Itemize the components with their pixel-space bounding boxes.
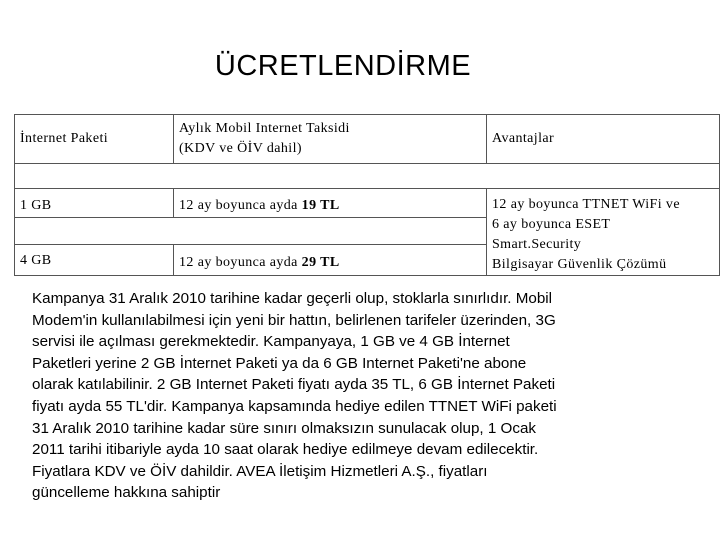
paragraph-line: Modem'in kullanılabilmesi için yeni bir hattın, belirlenen tarifeler üzerinden, 3G (32, 311, 556, 329)
advantage-line: Smart.Security (492, 237, 582, 252)
paragraph-line: güncelleme hakkına sahiptir (32, 484, 221, 502)
paragraph-line: servisi ile açılması gerekmektedir. Kampanyaya, 1 GB ve 4 GB İnternet (32, 333, 510, 351)
row-1gb-price-value: 19 TL (301, 198, 340, 213)
pricing-table (14, 114, 720, 276)
page-title: ÜCRETLENDİRME (214, 50, 472, 82)
row-4gb-price-prefix: 12 ay boyunca ayda (179, 255, 302, 270)
row-4gb-price-value: 29 TL (301, 255, 340, 270)
paragraph-line: fiyatı ayda 55 TL'dir. Kampanya kapsamında hediye edilen TTNET WiFi paketi (32, 397, 557, 415)
advantages-cell (486, 188, 720, 276)
header-installment (173, 114, 487, 164)
advantage-line: Bilgisayar Güvenlik Çözümü (492, 257, 667, 272)
row-1gb-price (173, 188, 487, 218)
header-installment-line2: (KDV ve ÖİV dahil) (179, 141, 302, 156)
advantage-line: 12 ay boyunca TTNET WiFi ve (492, 197, 680, 212)
paragraph-line: 31 Aralık 2010 tarihine kadar süre sınırı olmaksızın sunulacak olup, 1 Ocak (32, 419, 536, 437)
spacer-row (14, 163, 720, 189)
spacer-row-2 (14, 217, 487, 245)
advantage-line: 6 ay boyunca ESET (492, 217, 611, 232)
header-installment-line1: Aylık Mobil Internet Taksidi (179, 121, 350, 136)
row-1gb-package (14, 188, 174, 218)
row-4gb-package-text: 4 GB (20, 253, 52, 268)
row-1gb-package-text: 1 GB (20, 198, 52, 213)
row-4gb-package (14, 244, 174, 276)
paragraph-line: Fiyatlara KDV ve ÖİV dahildir. AVEA İletişim Hizmetleri A.Ş., fiyatları (32, 462, 488, 480)
header-package-label: İnternet Paketi (20, 131, 109, 146)
paragraph-line: Paketleri yerine 2 GB İnternet Paketi ya da 6 GB Internet Paketi'ne abone (32, 354, 527, 372)
paragraph-line: olarak katılabilinir. 2 GB Internet Paketi fiyatı ayda 35 TL, 6 GB İnternet Paketi (32, 376, 556, 394)
paragraph-line: 2011 tarihi itibariyle ayda 10 saat olarak hediye edilmeye devam edilecektir. (32, 441, 539, 459)
header-advantages-label: Avantajlar (492, 131, 555, 146)
header-advantages (486, 114, 720, 164)
campaign-terms-paragraph (32, 288, 692, 504)
row-4gb-price (173, 244, 487, 276)
header-package (14, 114, 174, 164)
paragraph-line: Kampanya 31 Aralık 2010 tarihine kadar geçerli olup, stoklarla sınırlıdır. Mobil (32, 290, 553, 307)
row-1gb-price-prefix: 12 ay boyunca ayda (179, 198, 302, 213)
